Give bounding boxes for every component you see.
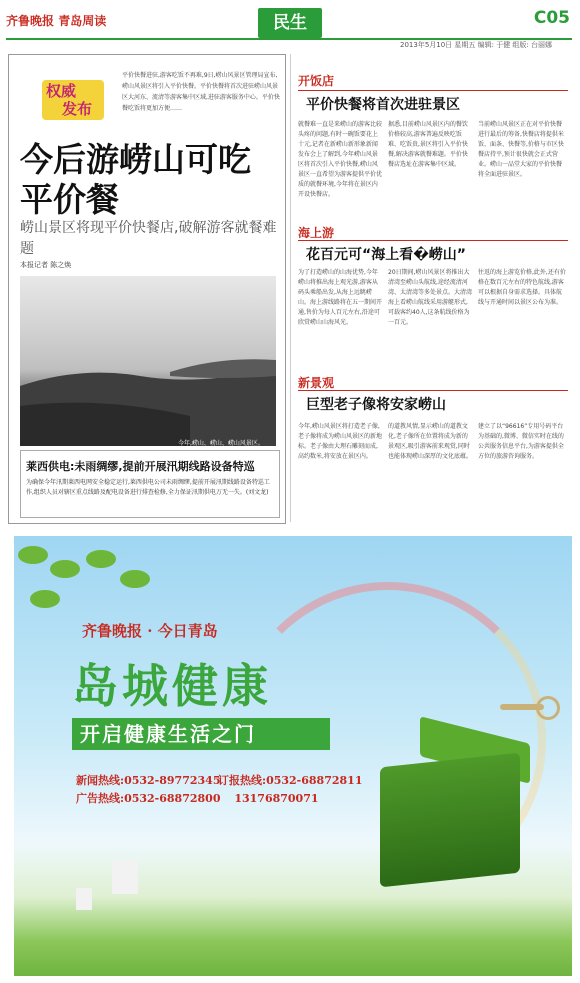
issue-info: 2013年5月10日 星期五 编辑: 于健 组版: 台丽娜 bbox=[400, 41, 553, 49]
leaf-icon bbox=[86, 550, 116, 568]
article-2-rule bbox=[298, 240, 568, 241]
lead-subheadline: 崂山景区将现平价快餐店,破解游客就餐难题 bbox=[20, 220, 277, 257]
key-ring-icon bbox=[536, 696, 560, 720]
lead-byline: 本报记者 陈之焕 bbox=[20, 261, 72, 269]
ad-slogan: 开启健康生活之门 bbox=[72, 718, 330, 750]
section-tab: 民生 bbox=[258, 8, 322, 38]
lead-headline: 今后游崂山可吃平价餐 bbox=[20, 140, 251, 219]
brief-title: 莱西供电:未雨绸缪,提前开展汛期线路设备特巡 bbox=[26, 460, 255, 473]
hotline-ads bbox=[76, 790, 319, 806]
column-divider bbox=[290, 54, 291, 522]
lead-intro: 平价快餐进驻,游客吃饭不再难,9日,崂山风景区管理局宣布,崂山风景区将引入平价快餐。平价快餐将首次进驻崂山风景区大河东、流清等游客集中区域,进驻游客服务中心。平价快餐吃饭将更加方便…… bbox=[122, 72, 280, 112]
article-1-title: 平价快餐将首次进驻景区 bbox=[306, 97, 460, 113]
ad-title: 岛城健康 bbox=[72, 659, 272, 713]
article-3-tag: 新景观 bbox=[298, 376, 335, 390]
leaf-icon bbox=[18, 546, 48, 564]
article-1-text-b: 据悉,目前崂山风景区内的餐饮价格较高,游客普遍反映吃饭难、吃饭贵,景区将引入平价快餐,解决游客就餐难题。平价快餐店选址在游客集中区域。 bbox=[388, 121, 468, 168]
leaf-icon bbox=[30, 590, 60, 608]
article-2-text-a: 为了打造崂山的山海优势,今年崂山将推出海上观光游,游客从码头乘船出发,从海上远眺崂山。海上游线路将在五一期间开通,售价为每人百元左右,沿途可欣赏崂山山海风光。 bbox=[298, 269, 383, 326]
hotline-subscribe-number: 0532-68872811 bbox=[266, 774, 363, 787]
leaf-icon bbox=[50, 560, 80, 578]
article-1-text-a: 就餐难一直是来崂山的游客比较头疼的问题,有时一碗饭要花上十元,记者在新崂山新形象新闻发布会上了解到,今年崂山风景区将首次引入平价快餐,崂山风景区一直希望为游客提供平价优质的就餐环境,今年将在景区内开设快餐店。 bbox=[298, 121, 383, 198]
leaf-icon bbox=[120, 570, 150, 588]
hotline-news-label: 新闻热线: bbox=[76, 774, 125, 787]
logo-sub: 青岛周读 bbox=[58, 14, 107, 28]
badge-line1: 权威 bbox=[46, 82, 77, 100]
page-number: C05 bbox=[533, 8, 570, 28]
badge-line2: 发布 bbox=[62, 100, 93, 118]
article-3-rule bbox=[298, 390, 568, 391]
coastline-illustration bbox=[20, 276, 276, 446]
article-2-text-b: 20日期间,崂山风景区将推出大清湾至崂山头航线,途经流清河湾、太清湾等多处景点。大清湾海上看崂山航线采用游艇形式,可载客约40人,这条航线价格为一百元。 bbox=[388, 269, 473, 326]
windmill-icon bbox=[76, 888, 92, 910]
logo-text: 齐鲁晚报 bbox=[6, 14, 55, 28]
hotline-subscribe-label: 订报热线: bbox=[218, 774, 267, 787]
hotline-ads-number: 0532-68872800 bbox=[124, 792, 221, 805]
photo-caption: 今年,崂山、崂山、崂山风景区。 bbox=[178, 440, 264, 447]
newspaper-logo bbox=[6, 12, 106, 29]
article-3-text-b: 的道教风情,显示崂山的道教文化,老子像所在位置将成为新的景观区,吸引游客前来观赏,同时也能体现崂山深厚的文化底蕴。 bbox=[388, 423, 473, 460]
laoshan-photo bbox=[20, 276, 276, 446]
hotline-ads-mobile: 13176870071 bbox=[234, 792, 319, 805]
hotline-ads-label: 广告热线: bbox=[76, 792, 125, 805]
article-1-tag: 开饭店 bbox=[298, 74, 335, 88]
grass-gift-box bbox=[380, 753, 520, 888]
hotline-news-number: 0532-89772345 bbox=[124, 774, 221, 787]
ad-logo: 齐鲁晚报 · 今日青岛 bbox=[82, 622, 218, 640]
hotline-subscribe bbox=[218, 772, 362, 788]
article-2-text-c: 往返的海上游览价格,此外,还有价格在数百元左右的特色航线,游客可以根据自身需求选择。具体航线与开通时间以景区公布为准。 bbox=[478, 269, 566, 306]
hotline-news bbox=[76, 772, 220, 788]
article-3-text-c: 建立了以“96616”专用号码平台为基础的,微博、微信实时在线的公共服务信息平台,为游客提供全方位的旅游咨询服务。 bbox=[478, 423, 564, 460]
article-3-text-a: 今年,崂山风景区将打造老子像,老子像将成为崂山风景区的新地标。老子像由大理石雕刻而成,高约数米,将安放在景区内。 bbox=[298, 423, 383, 460]
article-2-title: 花百元可“海上看�崂山” bbox=[306, 247, 466, 263]
article-1-text-c: 当前崂山风景区正在对平价快餐进行最后的筹备,快餐店将提供米饭、面条、快餐等,价格与市区快餐店持平,预计很快就会正式营业。崂山一品堂大家的平价快餐将全面进驻景区。 bbox=[478, 121, 564, 178]
article-3-title: 巨型老子像将安家崂山 bbox=[306, 397, 446, 413]
brief-text: 为确保今年汛期莱西电网安全稳定运行,莱西供电公司未雨绸缪,提前开展汛期线路设备特巡工作,组织人员对辖区重点线路及配电设备进行排查检修,全力保证汛期供电万无一失。(刘文龙) bbox=[26, 479, 270, 496]
windmill-icon bbox=[112, 860, 138, 894]
article-1-rule bbox=[298, 90, 568, 91]
article-2-tag: 海上游 bbox=[298, 226, 335, 240]
